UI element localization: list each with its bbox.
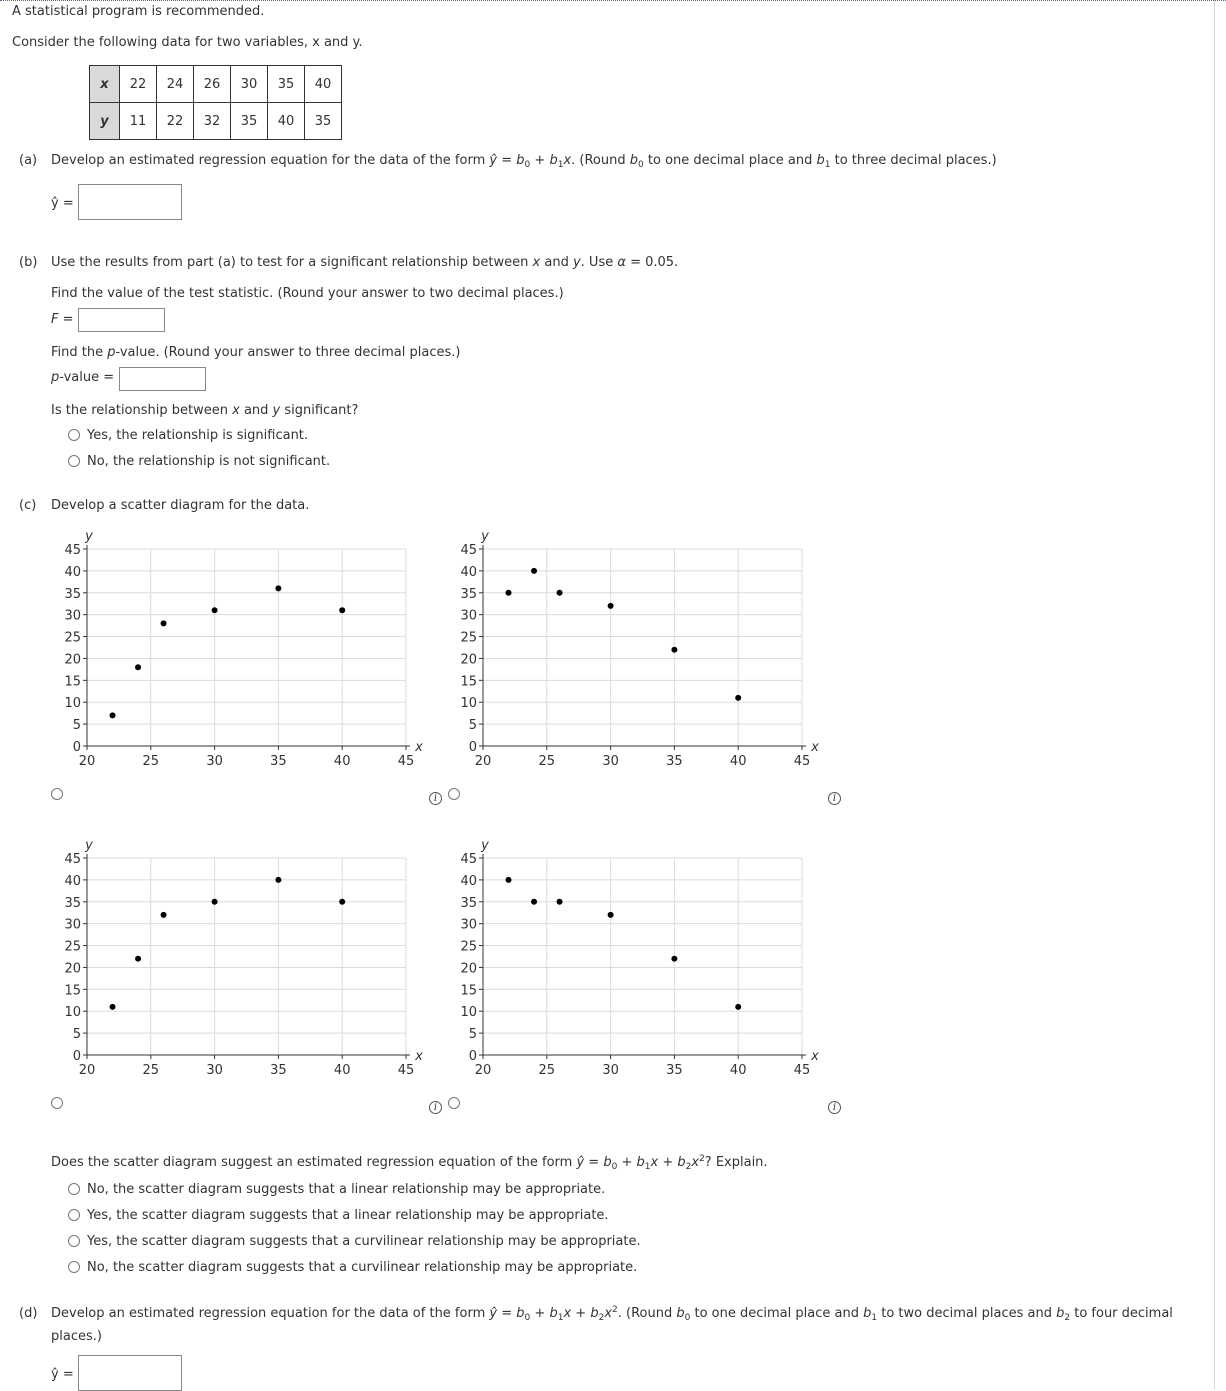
- part-a-yhat-label: ŷ =: [51, 196, 74, 211]
- y-cell: 32: [194, 103, 231, 140]
- part-c-text: Develop a scatter diagram for the data.: [51, 498, 310, 513]
- scatter-plot-2: [436, 524, 826, 774]
- x-cell: 24: [157, 66, 194, 103]
- x-cell: 22: [120, 66, 157, 103]
- y-tick-label: 5: [468, 718, 477, 734]
- x-tick-label: 20: [474, 1063, 492, 1078]
- part-d-answer-input[interactable]: [78, 1355, 182, 1391]
- data-point: [735, 1004, 741, 1010]
- y-tick-label: 40: [64, 564, 81, 580]
- data-table: [89, 65, 342, 140]
- x-cell: 26: [194, 66, 231, 103]
- y-tick-label: 45: [64, 543, 81, 558]
- data-point: [212, 607, 218, 613]
- part-b-text: Use the results from part (a) to test for a significant relationship between x and y. Use α = 0.05.: [51, 255, 679, 270]
- x-tick-label: 40: [729, 754, 747, 769]
- data-point: [339, 899, 345, 905]
- data-point: [135, 956, 141, 962]
- x-tick-label: 35: [270, 754, 287, 769]
- x-tick-label: 25: [538, 1063, 556, 1078]
- y-cell: 22: [157, 103, 194, 140]
- data-point: [275, 877, 281, 883]
- data-point: [531, 899, 537, 905]
- y-tick-label: 30: [64, 917, 81, 933]
- option-2: Yes, the scatter diagram suggests that a linear relationship may be appropriate.: [87, 1208, 609, 1223]
- y-tick-label: 0: [72, 1049, 81, 1064]
- x-tick-label: 25: [538, 754, 556, 769]
- y-tick-label: 15: [460, 983, 477, 999]
- x-tick-label: 45: [793, 1063, 811, 1078]
- data-point: [557, 590, 563, 596]
- p-value-input[interactable]: [119, 367, 206, 391]
- y-tick-label: 0: [468, 740, 477, 755]
- part-a-text: Develop an estimated regression equation for the data of the form ŷ = $b_0 + b_1x$. (Round $b_0$ to one decimal place and $b_1$ to three decimal places.): [51, 153, 997, 170]
- y-cell: 40: [268, 103, 305, 140]
- y-cell: 35: [305, 103, 342, 140]
- intro-text: Consider the following data for two variables, x and y.: [12, 35, 363, 50]
- radio-option-3[interactable]: [68, 1235, 80, 1247]
- radio-significant[interactable]: [68, 429, 80, 441]
- y-tick-label: 15: [64, 983, 81, 999]
- data-point: [212, 899, 218, 905]
- curvilinear-question: Does the scatter diagram suggest an estimated regression equation of the form ŷ = $b_0 + b_1x + b_2x^2$? Explain.: [51, 1154, 768, 1172]
- x-axis-label: x: [415, 1049, 423, 1064]
- x-tick-label: 25: [142, 1063, 160, 1078]
- data-point: [339, 607, 345, 613]
- y-axis-label: y: [481, 529, 489, 544]
- radio-plot-3[interactable]: [51, 1097, 63, 1109]
- y-tick-label: 45: [64, 852, 81, 867]
- x-header: x: [90, 66, 120, 103]
- info-icon[interactable]: i: [429, 792, 442, 805]
- x-axis-label: x: [415, 740, 423, 755]
- x-tick-label: 40: [333, 1063, 351, 1078]
- x-cell: 35: [268, 66, 305, 103]
- data-point: [671, 647, 677, 653]
- x-tick-label: 30: [206, 754, 223, 769]
- y-tick-label: 0: [72, 740, 81, 755]
- recommend-note: A statistical program is recommended.: [12, 4, 265, 19]
- y-axis-label: y: [481, 838, 489, 853]
- x-tick-label: 20: [474, 754, 492, 769]
- x-tick-label: 20: [78, 754, 96, 769]
- option-1: No, the scatter diagram suggests that a linear relationship may be appropriate.: [87, 1182, 606, 1197]
- info-icon[interactable]: i: [828, 1101, 841, 1114]
- x-tick-label: 35: [666, 1063, 683, 1078]
- y-axis-label: y: [85, 529, 93, 544]
- y-axis-label: y: [85, 838, 93, 853]
- scatter-plot-4: [436, 833, 826, 1083]
- y-tick-label: 45: [460, 543, 477, 558]
- stat-prompt: Find the value of the test statistic. (Round your answer to two decimal places.): [51, 286, 564, 301]
- option-3: Yes, the scatter diagram suggests that a curvilinear relationship may be appropriate.: [87, 1234, 641, 1249]
- y-tick-label: 5: [72, 1027, 81, 1043]
- part-c-label: (c): [19, 498, 37, 513]
- part-d-yhat-label: ŷ =: [51, 1367, 74, 1382]
- scatter-plot-3: [40, 833, 430, 1083]
- x-tick-label: 35: [270, 1063, 287, 1078]
- y-tick-label: 40: [64, 873, 81, 889]
- p-prompt: Find the p-value. (Round your answer to three decimal places.): [51, 345, 461, 360]
- radio-not-significant[interactable]: [68, 455, 80, 467]
- y-tick-label: 25: [460, 630, 477, 646]
- option-4: No, the scatter diagram suggests that a curvilinear relationship may be appropriate.: [87, 1260, 638, 1275]
- x-tick-label: 45: [397, 754, 415, 769]
- option-significant: Yes, the relationship is significant.: [87, 428, 309, 443]
- data-point: [608, 912, 614, 918]
- scatter-plot-1: [40, 524, 430, 774]
- data-point: [161, 912, 167, 918]
- x-axis-label: x: [811, 1049, 819, 1064]
- y-tick-label: 25: [460, 939, 477, 955]
- y-tick-label: 0: [468, 1049, 477, 1064]
- x-axis-label: x: [811, 740, 819, 755]
- part-a-label: (a): [19, 153, 38, 168]
- y-tick-label: 20: [64, 961, 81, 977]
- f-statistic-input[interactable]: [78, 308, 165, 332]
- y-tick-label: 40: [460, 564, 477, 580]
- significance-question: Is the relationship between x and y significant?: [51, 403, 359, 418]
- radio-option-4[interactable]: [68, 1261, 80, 1273]
- y-tick-label: 10: [460, 1005, 477, 1021]
- y-tick-label: 10: [460, 696, 477, 712]
- y-tick-label: 35: [64, 586, 81, 602]
- radio-plot-4[interactable]: [448, 1097, 460, 1109]
- y-tick-label: 45: [460, 852, 477, 867]
- option-not-significant: No, the relationship is not significant.: [87, 454, 331, 469]
- y-tick-label: 30: [64, 608, 81, 624]
- y-cell: 11: [120, 103, 157, 140]
- radio-plot-2[interactable]: [448, 788, 460, 800]
- y-header: y: [90, 103, 120, 140]
- y-tick-label: 40: [460, 873, 477, 889]
- part-a-answer-input[interactable]: [78, 184, 182, 220]
- y-tick-label: 20: [64, 652, 81, 668]
- part-d-label: (d): [19, 1306, 38, 1321]
- y-tick-label: 15: [460, 674, 477, 690]
- part-d-text: Develop an estimated regression equation for the data of the form ŷ = $b_0 + b_1x + b_2x^2$. (Round $b_0$ to one decimal place and $b_1$ to two decimal places and $b_2$ to four decimal: [51, 1305, 1173, 1323]
- y-tick-label: 10: [64, 696, 81, 712]
- x-tick-label: 25: [142, 754, 160, 769]
- data-point: [275, 585, 281, 591]
- y-tick-label: 20: [460, 652, 477, 668]
- y-tick-label: 35: [460, 895, 477, 911]
- data-point: [671, 956, 677, 962]
- data-point: [110, 1004, 116, 1010]
- x-row: [90, 66, 342, 103]
- x-tick-label: 30: [602, 1063, 619, 1078]
- y-tick-label: 10: [64, 1005, 81, 1021]
- y-row: [90, 103, 342, 140]
- p-value-label: p-value =: [51, 370, 115, 385]
- y-tick-label: 25: [64, 939, 81, 955]
- x-tick-label: 40: [333, 754, 351, 769]
- info-icon[interactable]: i: [828, 792, 841, 805]
- data-point: [110, 712, 116, 718]
- y-tick-label: 15: [64, 674, 81, 690]
- data-point: [608, 603, 614, 609]
- radio-option-1[interactable]: [68, 1183, 80, 1195]
- f-label: F =: [51, 312, 74, 327]
- right-border: [1214, 0, 1215, 1390]
- y-tick-label: 5: [72, 718, 81, 734]
- data-point: [506, 590, 512, 596]
- radio-plot-1[interactable]: [51, 788, 63, 800]
- data-point: [506, 877, 512, 883]
- y-tick-label: 35: [460, 586, 477, 602]
- y-tick-label: 30: [460, 608, 477, 624]
- x-tick-label: 40: [729, 1063, 747, 1078]
- x-cell: 40: [305, 66, 342, 103]
- y-tick-label: 25: [64, 630, 81, 646]
- y-tick-label: 30: [460, 917, 477, 933]
- data-point: [735, 695, 741, 701]
- y-tick-label: 35: [64, 895, 81, 911]
- x-tick-label: 35: [666, 754, 683, 769]
- part-b-label: (b): [19, 255, 38, 270]
- data-point: [135, 664, 141, 670]
- x-tick-label: 45: [397, 1063, 415, 1078]
- radio-option-2[interactable]: [68, 1209, 80, 1221]
- y-tick-label: 5: [468, 1027, 477, 1043]
- y-tick-label: 20: [460, 961, 477, 977]
- x-tick-label: 20: [78, 1063, 96, 1078]
- top-border: [0, 0, 1226, 1]
- x-tick-label: 45: [793, 754, 811, 769]
- data-point: [531, 568, 537, 574]
- y-cell: 35: [231, 103, 268, 140]
- data-point: [557, 899, 563, 905]
- x-tick-label: 30: [602, 754, 619, 769]
- info-icon[interactable]: i: [429, 1101, 442, 1114]
- data-point: [161, 620, 167, 626]
- x-cell: 30: [231, 66, 268, 103]
- x-tick-label: 30: [206, 1063, 223, 1078]
- part-d-text-cont: places.): [51, 1329, 102, 1344]
